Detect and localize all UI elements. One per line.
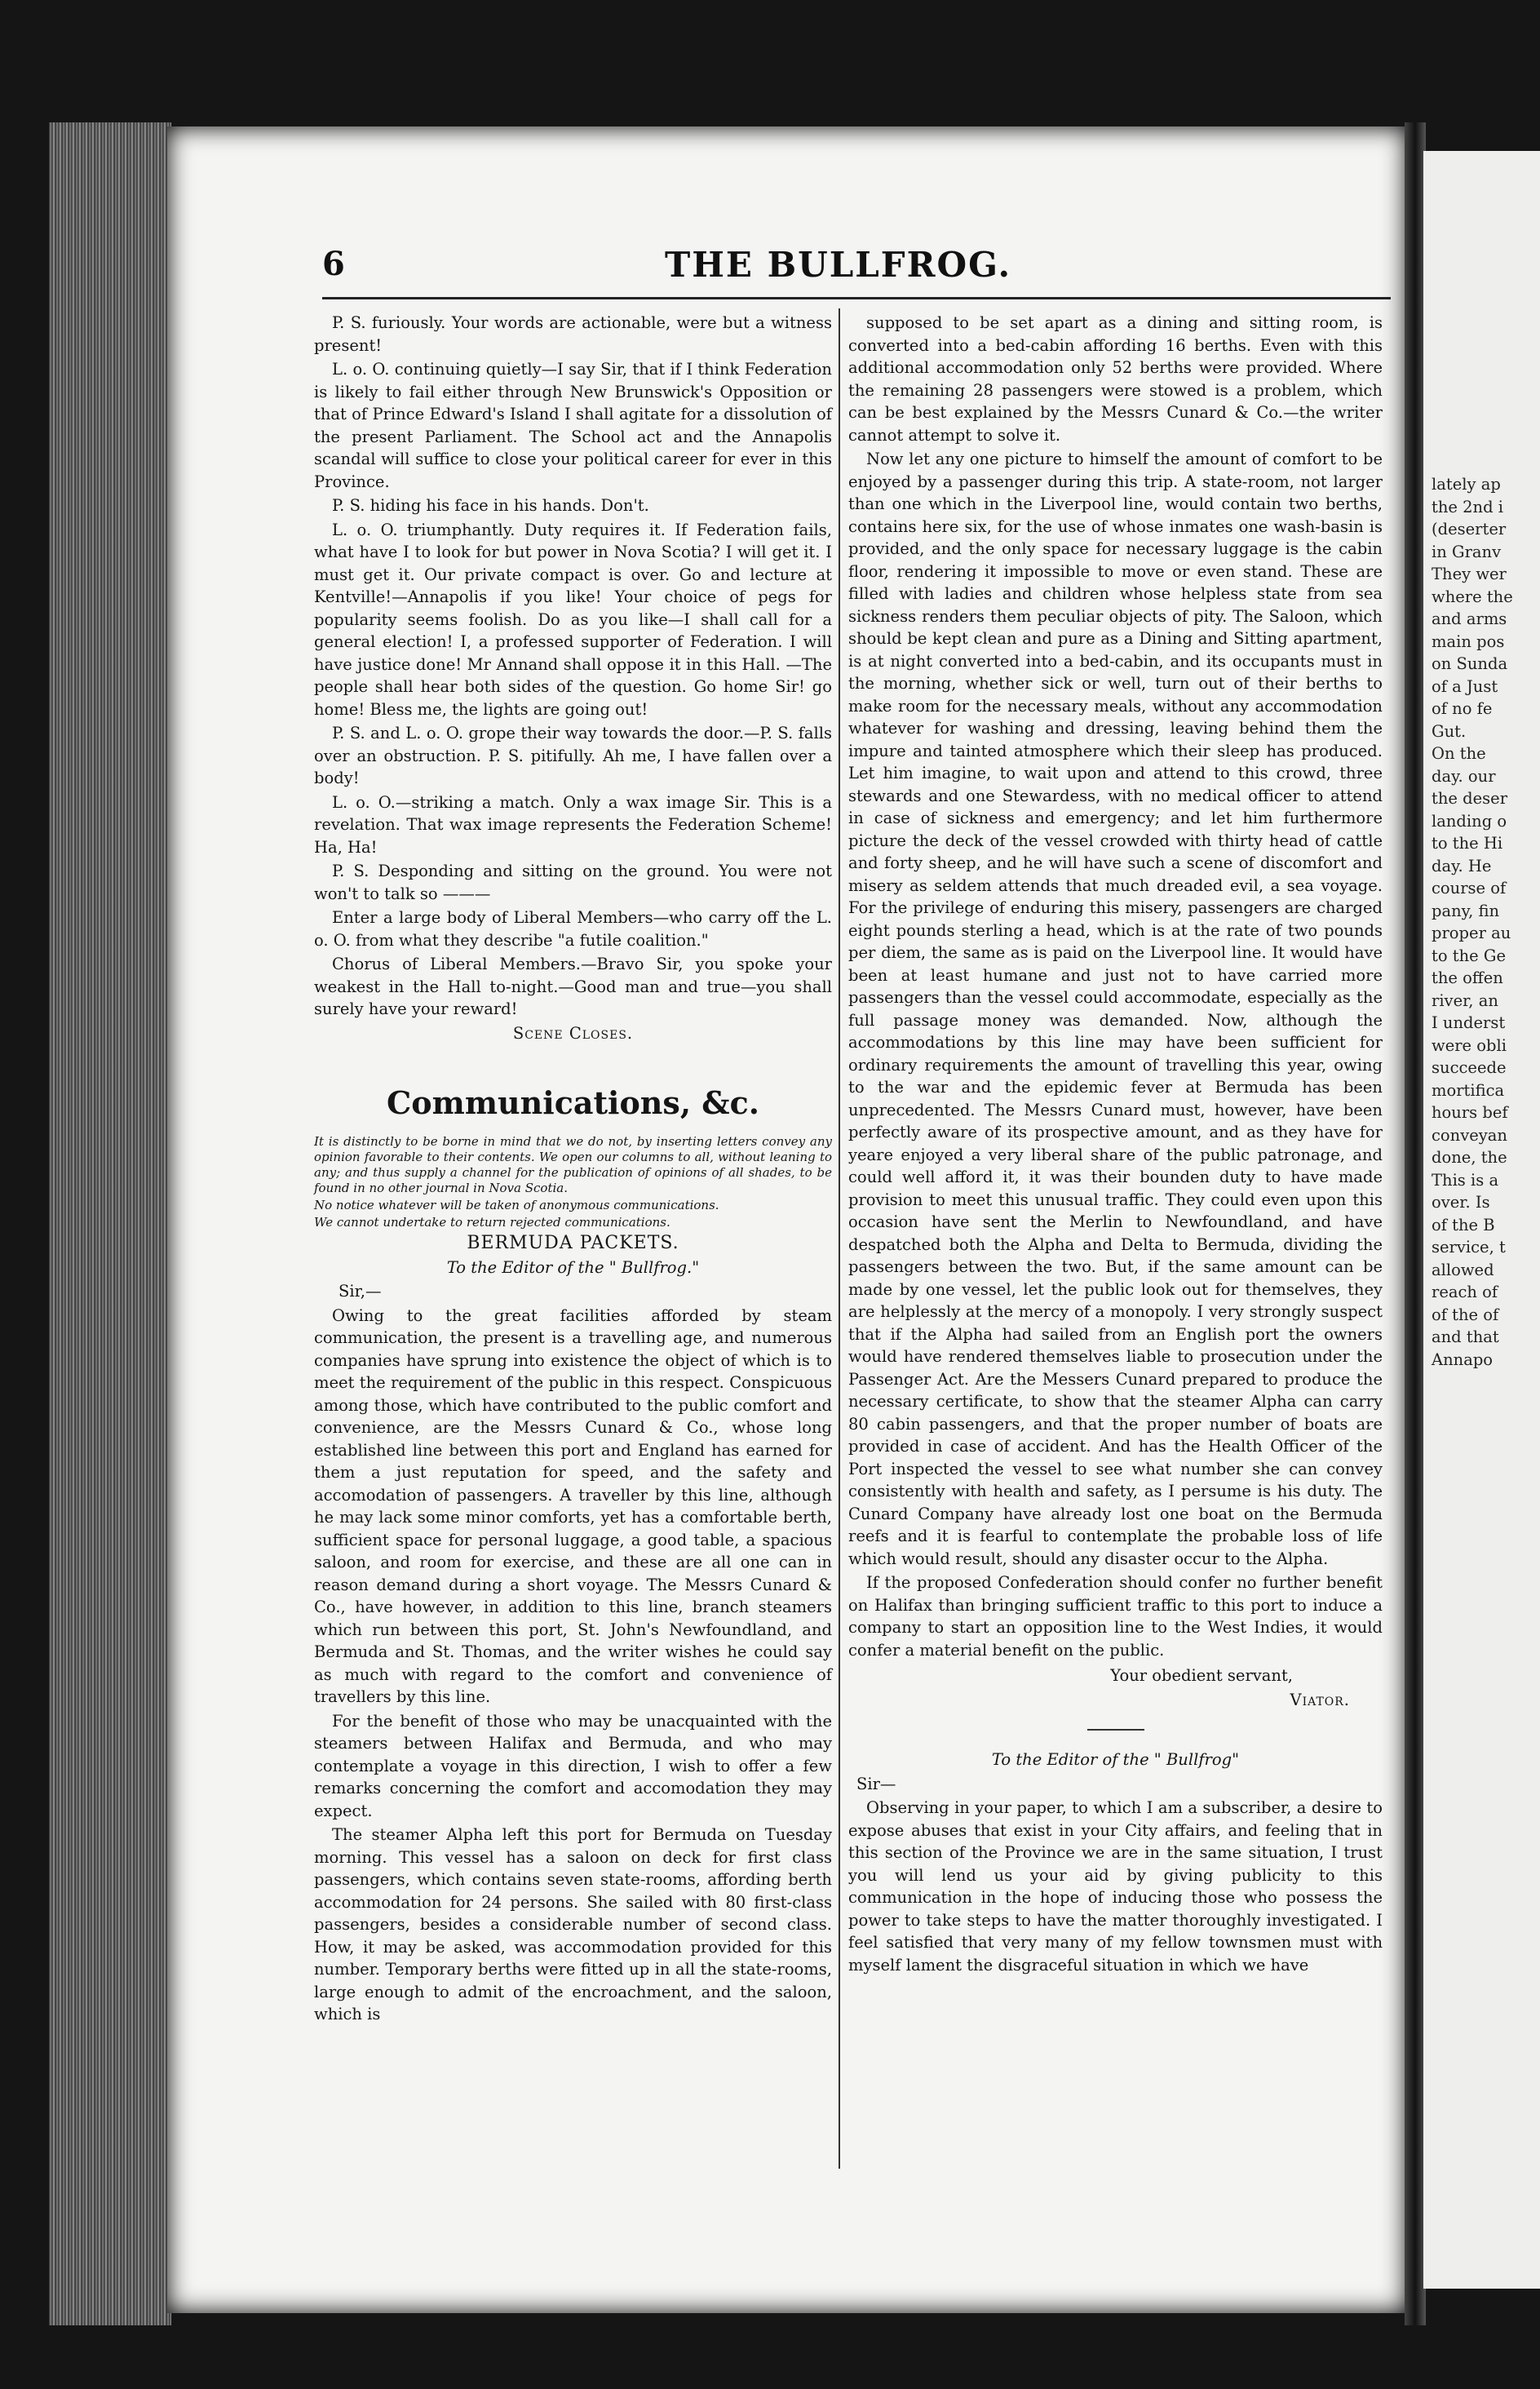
facing-page — [1423, 151, 1540, 2289]
page-number: 6 — [322, 245, 345, 283]
dialogue-paragraph: P. S. furiously. Your words are actionable, were but a witness present! — [314, 313, 832, 355]
dialogue-paragraph: P. S. Desponding and sitting on the ground. You were not won't to talk so ——— — [314, 862, 832, 903]
facing-page-line: service, t — [1432, 1238, 1506, 1257]
facing-page-line: the deser — [1432, 789, 1508, 808]
letter-paragraph: If the proposed Confederation should confer no further benefit on Halifax than bringing sufficient traffic to this port to induce a company to start an opposition line to the West Indies, it would confer a material benefit on the public. — [848, 1573, 1383, 1660]
facing-page-line: hours bef — [1432, 1103, 1508, 1122]
letter-addressee: To the Editor of the " Bullfrog." — [446, 1257, 700, 1277]
facing-page-line: reach of — [1432, 1283, 1498, 1301]
letter-paragraph: Owing to the great facilities afforded by steam communication, the present is a travelling age, and numerous companies have sprung into existence the object of which is to meet the requirement of the public in this respect. Conspicuous among those, which have contributed to the public comfort and convenience, are the Messrs Cunard & Co., whose long established line between this port and England has earned for them a just reputation for speed, and the safety and accomodation of passengers. A traveller by this line, although he may lack some minor comforts, yet has a comfortable berth, sufficient space for personal luggage, a good table, a spacious saloon, and room for exercise, and these are all one can in reason demand during a short voyage. The Messrs Cunard & Co., have however, in addition to this line, branch steamers which run between this port, St. John's Newfoundland, and Bermuda and St. Thomas, and the writer wishes he could say as much with regard to the comfort and convenience of travellers by this line. — [314, 1305, 832, 1706]
facing-page-line: in Granv — [1432, 542, 1502, 561]
editorial-notice — [314, 1134, 832, 1230]
dialogue-paragraph: P. S. and L. o. O. grope their way towards the door.—P. S. falls over an obstruction. P. S. pitifully. Ah me, I have fallen over a body! — [314, 724, 832, 787]
facing-page-line: river, an — [1432, 991, 1498, 1010]
letter2-salutation: Sir— — [856, 1774, 896, 1793]
facing-page-text — [1432, 473, 1540, 1371]
letter-divider — [1087, 1729, 1144, 1731]
facing-page-line: Gut. — [1432, 721, 1467, 741]
dialogue-paragraph: Chorus of Liberal Members.—Bravo Sir, you spoke your weakest in the Hall to-night.—Good man and true—you shall surely have your reward! — [314, 955, 832, 1018]
notice-line: It is distinctly to be borne in mind that we do not, by inserting letters convey any opinion favorable to their contents. We open our columns to all, without leaning to any; and thus supply a channel for the publication of opinions of all shades, to be found in no other journal in Nova Scotia. — [314, 1134, 832, 1195]
facing-page-line: of a Just — [1432, 676, 1498, 696]
letter-paragraph: Now let any one picture to himself the amount of comfort to be enjoyed by a passenger during this trip. A state-room, not larger than one which in the Liverpool line, would contain two berths, contains here six, for the use of whose inmates one wash-basin is provided, and the only space for necessary luggage is the cabin floor, rendering it impossible to move or even stand. These are filled with ladies and children whose helpless state from sea sickness renders them peculiar objects of pity. The Saloon, which should be kept clean and pure as a Dining and Sitting apartment, is at night converted into a bed-cabin, and its occupants must in the morning, whether sick or well, turn out of their berths to make room for the necessary meals, without any accommodation whatever for washing and dressing, leaving behind them the impure and tainted atmosphere which their sleep has produced. Let him imagine, to wait upon and attend to this crowd, three stewards and one Stewardess, with no medical officer to attend in case of sickness and emergency; and let him furthermore picture the deck of the vessel crowded with thirty head of cattle and forty sheep, and he will have such a scene of discomfort and misery as seldem attends that much dreaded evil, a sea voyage. For the privilege of enduring this misery, passengers are charged eight pounds sterling a head, which is at the rate of two pounds per diem, the same as is paid on the Liverpool line. It would have been at least humane and just not to have carried more passengers than the vessel could accommodate, especially as the full passage money was demanded. Now, although the accommodations by this line may have been sufficient for ordinary requirements the amount of travelling this year, owing to the war and the epidemic fever at Bermuda has been unprecedented. The Messrs Cunard must, however, have been perfectly aware of its prospective amount, and as they have for yeare enjoyed a very liberal share of the public patronage, and could well afford it, it was their bounden duty to have made provision to meet this unusual traffic. They could even upon this occasion have sent the Merlin to Newfoundland, and have despatched both the Alpha and Delta to Bermuda, dividing the passengers between the two. But, if the same amount can be made by one vessel, let the public look out for themselves, they are helplessly at the mercy of a monopoly. I very strongly suspect that if the Alpha had sailed from an English port the owners would have rendered themselves liable to prosecution under the Passenger Act. Are the Messers Cunard prepared to produce the necessary certificate, to show that the steamer Alpha can carry 80 cabin passengers, and that the proper number of boats are provided in case of accident. And has the Health Officer of the Port inspected the vessel to see what number she can convey consistently with health and safety, as I persume is his duty. The Cunard Company have already lost one boat on the Bermuda reefs and it is fearful to contemplate the probable loss of life which would result, should any disaster occur to the Alpha. — [848, 450, 1383, 1568]
facing-page-line: course of — [1432, 879, 1507, 898]
notice-line: We cannot undertake to return rejected communications. — [314, 1215, 670, 1230]
facing-page-line: main pos — [1432, 632, 1505, 651]
facing-page-line: lately ap — [1432, 475, 1501, 494]
facing-page-line: day. He — [1432, 856, 1492, 875]
facing-page-line: This is a — [1432, 1170, 1499, 1190]
dialogue-paragraph: L. o. O.—striking a match. Only a wax image Sir. This is a revelation. That wax image represents the Federation Scheme! Ha, Ha! — [314, 792, 832, 857]
facing-page-line: On the — [1432, 744, 1486, 763]
header-rule — [322, 297, 1391, 299]
facing-page-line: done, the — [1432, 1148, 1507, 1167]
dialogue-paragraph: L. o. O. continuing quietly—I say Sir, that if I think Federation is likely to fail either through New Brunswick's Opposition or that of Prince Edward's Island I shall agitate for a dissolution of the present Parliament. The School act and the Annapolis scandal will suffice to close your political career for ever in this Province. — [314, 360, 832, 491]
facing-page-line: day. our — [1432, 766, 1496, 786]
page-header — [322, 245, 1391, 294]
facing-page-line: mortifica — [1432, 1080, 1505, 1100]
book-page-edges — [49, 122, 171, 2325]
facing-page-line: of no fe — [1432, 699, 1493, 718]
letter-paragraph: supposed to be set apart as a dining and sitting room, is converted into a bed-cabin affording 16 berths. Even with this additional accommodation only 52 berths were provided. Where the remaining 28 passengers were stowed is a problem, which can be best explained by the Messrs Cunard & Co.—the writer cannot attempt to solve it. — [848, 313, 1383, 445]
dialogue-paragraph: P. S. hiding his face in his hands. Don't. — [332, 496, 649, 515]
letter-paragraph: For the benefit of those who may be unacquainted with the steamers between Halifax and Bermuda, and who may contemplate a voyage in this direction, I wish to offer a few remarks concerning the comfort and accomodation they may expect. — [314, 1711, 832, 1820]
facing-page-line: of the B — [1432, 1215, 1495, 1234]
letter2-body: Observing in your paper, to which I am a subscriber, a desire to expose abuses that exist in your City affairs, and feeling that in this section of the Province we are in the same situation, I trust you will lend us your aid by giving publicity to this communication in the hope of inducing those who possess the power to take steps to have the matter thoroughly investigated. I feel satisfied that very many of my fellow townsmen must with myself lament the disgraceful situation in which we have — [848, 1798, 1383, 1975]
dialogue-paragraph: Enter a large body of Liberal Members—who carry off the L. o. O. from what they describe "a futile coalition." — [314, 908, 832, 950]
facing-page-line: of the of — [1432, 1305, 1499, 1324]
right-column — [848, 312, 1383, 1978]
facing-page-line: proper au — [1432, 924, 1511, 942]
facing-page-line: They wer — [1432, 565, 1507, 583]
facing-page-line: were obli — [1432, 1035, 1507, 1055]
facing-page-line: Annapo — [1432, 1350, 1494, 1369]
facing-page-line: landing o — [1432, 811, 1507, 831]
letter-continuation — [848, 312, 1383, 1661]
facing-page-line: on Sunda — [1432, 654, 1508, 673]
facing-page-line: pany, fin — [1432, 901, 1500, 920]
letter-heading: BERMUDA PACKETS. — [467, 1233, 679, 1253]
facing-page-line: to the Hi — [1432, 834, 1503, 853]
notice-line: No notice whatever will be taken of anonymous communications. — [314, 1198, 719, 1212]
facing-page-line: and arms — [1432, 609, 1507, 628]
letter-signature: Viator. — [1290, 1690, 1350, 1709]
facing-page-line: succeede — [1432, 1058, 1507, 1077]
masthead-title: THE BULLFROG. — [665, 245, 1012, 285]
facing-page-line: conveyan — [1432, 1125, 1507, 1145]
letter2-addressee: To the Editor of the " Bullfrog" — [991, 1750, 1240, 1769]
facing-page-line: and that — [1432, 1327, 1499, 1346]
letter-paragraph: The steamer Alpha left this port for Bermuda on Tuesday morning. This vessel has a saloon on deck for first class passengers, which contains seven state-rooms, affording berth accommodation for 24 persons. She sailed with 80 first-class passengers, besides a considerable number of second class. How, it may be asked, was accommodation provided for this number. Temporary berths were fitted up in all the state-rooms, large enough to admit of the encroachment, and the saloon, which is — [314, 1825, 832, 2023]
letter-closing: Your obedient servant, — [1110, 1666, 1293, 1685]
scene-closes: Scene Closes. — [512, 1023, 634, 1043]
dialogue-paragraph: L. o. O. triumphantly. Duty requires it. If Federation fails, what have I to look for but power in Nova Scotia? I will get it. I must get it. Our private compact is over. Go and lecture at Kentville!—Annapolis if you like! Your choice of pegs for popularity seems foolish. Do as you like—I shall call for a general election! I, a professed supporter of Federation. I will have justice done! Mr Annand shall oppose it in this Hall. —The people shall hear both sides of the question. Go home Sir! go home! Bless me, the lights are going out! — [314, 520, 832, 719]
letter-salutation: Sir,— — [339, 1282, 382, 1301]
facing-page-line: the offen — [1432, 968, 1503, 987]
left-column — [314, 312, 832, 2028]
facing-page-line: the 2nd i — [1432, 497, 1504, 516]
facing-page-line: I underst — [1432, 1013, 1506, 1032]
dialogue-section — [314, 312, 832, 1021]
letter-body — [314, 1305, 832, 2026]
column-divider — [839, 308, 840, 2169]
facing-page-line: over. Is — [1432, 1193, 1490, 1212]
facing-page-line: where the — [1432, 587, 1513, 606]
facing-page-line: (deserter — [1432, 520, 1507, 539]
facing-page-line: to the Ge — [1432, 946, 1507, 965]
communications-heading: Communications, &c. — [387, 1084, 759, 1121]
facing-page-line: allowed — [1432, 1260, 1494, 1279]
